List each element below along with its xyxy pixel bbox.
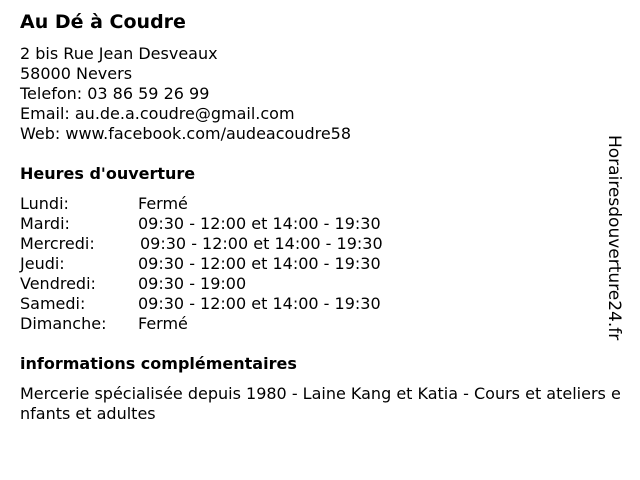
day-label: Vendredi: bbox=[20, 274, 96, 293]
address-city: 58000 Nevers bbox=[20, 64, 133, 83]
day-hours: 09:30 - 19:00 bbox=[138, 274, 247, 293]
day-hours: 09:30 - 12:00 et 14:00 - 19:30 bbox=[138, 214, 381, 233]
website: Web: www.facebook.com/audeacoudre58 bbox=[20, 124, 352, 143]
info-heading: informations complémentaires bbox=[20, 354, 297, 373]
day-label: Dimanche: bbox=[20, 314, 107, 333]
day-hours: Fermé bbox=[138, 194, 188, 213]
day-hours: 09:30 - 12:00 et 14:00 - 19:30 bbox=[138, 254, 381, 273]
day-hours: Fermé bbox=[138, 314, 188, 333]
business-name: Au Dé à Coudre bbox=[20, 11, 186, 33]
hours-heading: Heures d'ouverture bbox=[20, 164, 196, 183]
email: Email: au.de.a.coudre@gmail.com bbox=[20, 104, 295, 123]
phone: Telefon: 03 86 59 26 99 bbox=[20, 84, 210, 103]
info-description: Mercerie spécialisée depuis 1980 - Laine Kang et Katia - Cours et ateliers enfants et adultes bbox=[20, 384, 621, 423]
day-hours: 09:30 - 12:00 et 14:00 - 19:30 bbox=[138, 294, 381, 313]
address-street: 2 bis Rue Jean Desveaux bbox=[20, 44, 218, 63]
day-hours: 09:30 - 12:00 et 14:00 - 19:30 bbox=[140, 234, 383, 253]
day-label: Jeudi: bbox=[20, 254, 65, 273]
contact-block bbox=[20, 44, 351, 144]
day-label: Lundi: bbox=[20, 194, 69, 213]
site-watermark: Horairesdouverture24.fr bbox=[604, 135, 624, 341]
day-label: Mercredi: bbox=[20, 234, 95, 253]
day-label: Samedi: bbox=[20, 294, 86, 313]
day-label: Mardi: bbox=[20, 214, 70, 233]
